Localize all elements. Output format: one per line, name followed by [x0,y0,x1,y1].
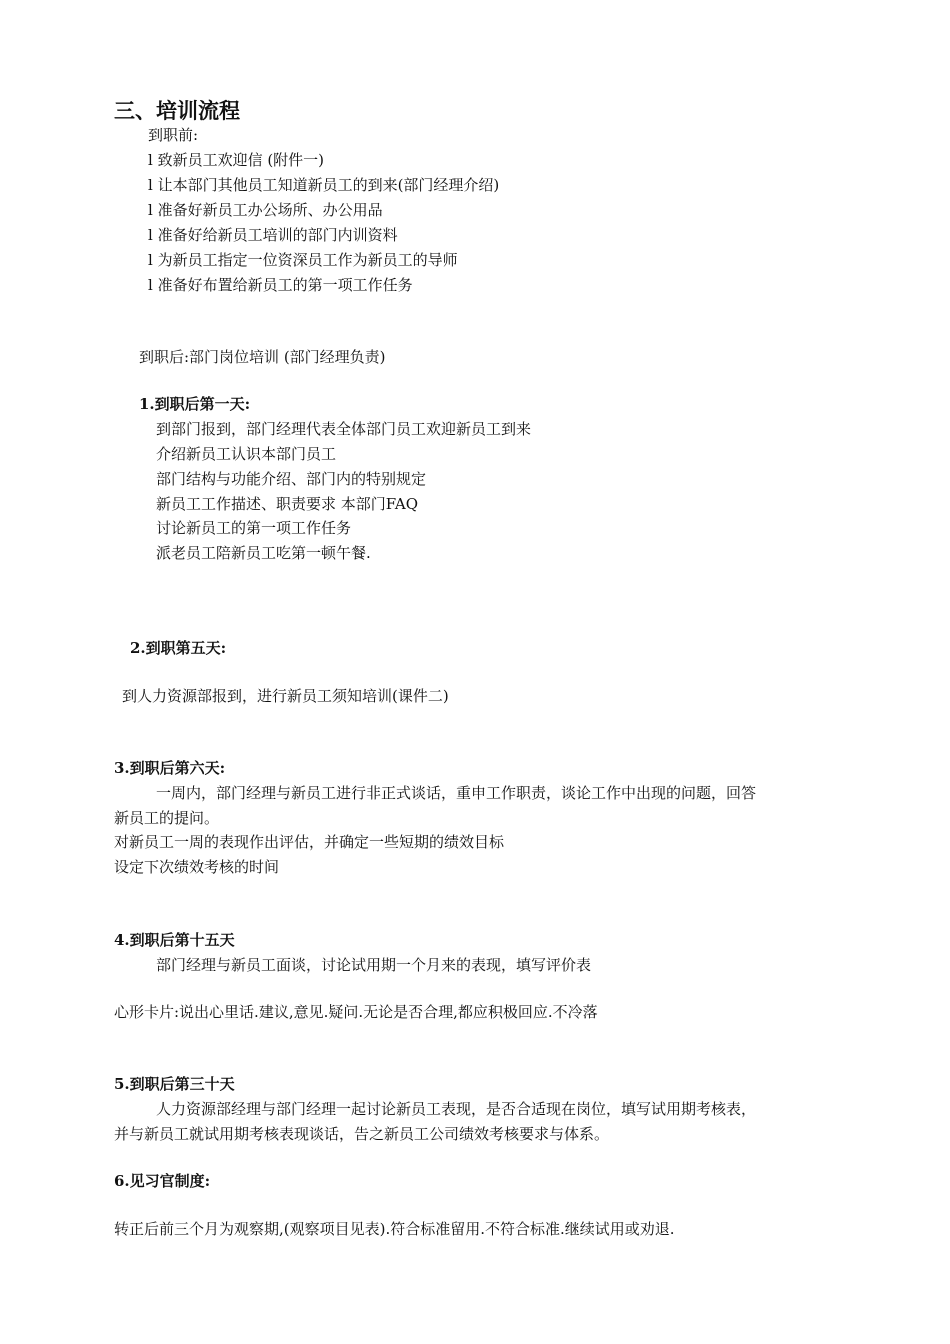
before-label: 到职前: [148,126,199,144]
day1-heading: 1.到职后第一天: [139,395,251,413]
day15-heading: 4.到职后第十五天 [114,931,235,949]
day1-item: 到部门报到，部门经理代表全体部门员工欢迎新员工到来 [156,420,532,438]
day5-heading: 2.到职第五天: [130,639,227,657]
before-item: l 准备好布置给新员工的第一项工作任务 [148,276,413,294]
day5-text: 到人力资源部报到，进行新员工须知培训(课件二) [122,687,449,705]
day1-item: 派老员工陪新员工吃第一顿午餐. [156,544,371,562]
day1-item: 介绍新员工认识本部门员工 [156,445,337,463]
day6-line: 设定下次绩效考核的时间 [114,858,280,876]
day1-item: 新员工工作描述、职责要求 本部门FAQ [156,495,419,513]
day6-line: 新员工的提问。 [114,809,220,827]
day6-heading: 3.到职后第六天: [114,759,226,777]
before-item: l 为新员工指定一位资深员工作为新员工的导师 [148,251,458,269]
day6-line: 对新员工一周的表现作出评估，并确定一些短期的绩效目标 [114,833,505,851]
mentor-text: 转正后前三个月为观察期,(观察项目见表).符合标准留用.不符合标准.继续试用或劝退. [114,1220,675,1238]
before-item: l 让本部门其他员工知道新员工的到来(部门经理介绍) [148,176,500,194]
day1-item: 部门结构与功能介绍、部门内的特别规定 [156,470,427,488]
day30-line: 并与新员工就试用期考核表现谈话，告之新员工公司绩效考核要求与体系。 [114,1125,610,1143]
day15-text: 部门经理与新员工面谈，讨论试用期一个月来的表现，填写评价表 [156,956,592,974]
after-label: 到职后:部门岗位培训 (部门经理负责) [139,348,386,366]
before-item: l 准备好给新员工培训的部门内训资料 [148,226,398,244]
day15-note: 心形卡片:说出心里话.建议,意见.疑问.无论是否合理,都应积极回应.不冷落 [114,1003,598,1021]
before-item: l 致新员工欢迎信 (附件一) [148,151,325,169]
day30-line: 人力资源部经理与部门经理一起讨论新员工表现，是否合适现在岗位，填写试用期考核表， [156,1100,757,1118]
section-title: 三、培训流程 [114,98,240,123]
day30-heading: 5.到职后第三十天 [114,1075,235,1093]
day1-item: 讨论新员工的第一项工作任务 [156,519,352,537]
mentor-heading: 6.见习官制度: [114,1172,211,1190]
day6-line: 一周内，部门经理与新员工进行非正式谈话，重申工作职责，谈论工作中出现的问题，回答 [156,784,757,802]
before-item: l 准备好新员工办公场所、办公用品 [148,201,383,219]
